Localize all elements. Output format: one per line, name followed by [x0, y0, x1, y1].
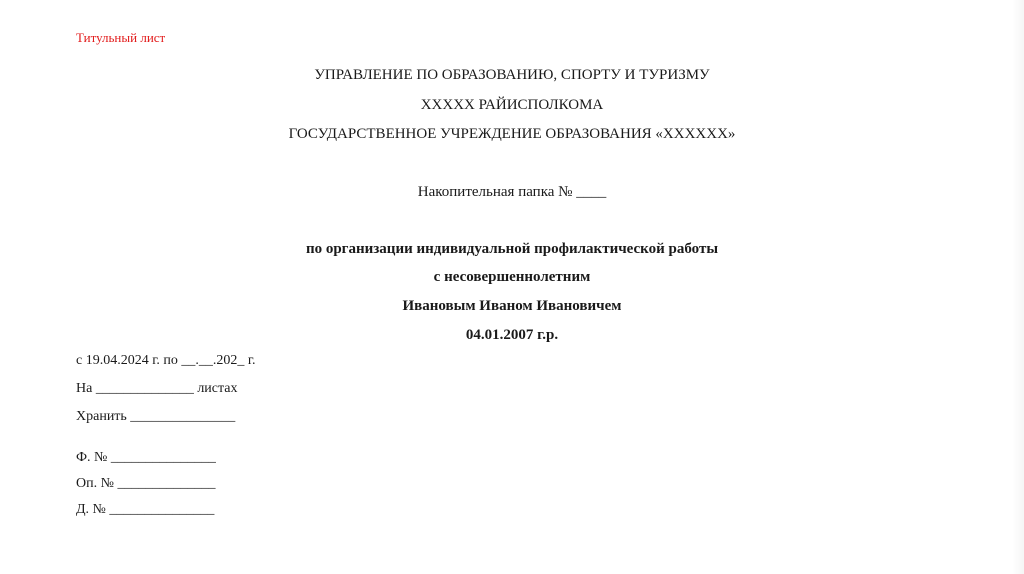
inventory-line: Оп. № ______________ [76, 476, 216, 491]
page-label: Титульный лист [76, 30, 166, 45]
header-line-2: ХХХХХ РАЙИСПОЛКОМА [420, 97, 604, 113]
subject-line-1: по организации индивидуальной профилактической работы [305, 241, 719, 257]
period-line: с 19.04.2024 г. по __.__.202_ г. [76, 353, 256, 368]
sheets-line: На ______________ листах [76, 381, 238, 396]
subject-name: Ивановым Иваном Ивановичем [402, 298, 622, 314]
subject-line-2: с несовершеннолетним [433, 269, 591, 285]
storage-line: Хранить _______________ [76, 409, 236, 424]
page-edge-shadow [1012, 0, 1024, 574]
header-line-3: ГОСУДАРСТВЕННОЕ УЧРЕЖДЕНИЕ ОБРАЗОВАНИЯ «ХХХХХХ» [288, 126, 736, 142]
fund-line: Ф. № _______________ [76, 450, 216, 465]
case-line: Д. № _______________ [76, 502, 215, 517]
subject-birthdate: 04.01.2007 г.р. [465, 327, 559, 343]
header-line-1: УПРАВЛЕНИЕ ПО ОБРАЗОВАНИЮ, СПОРТУ И ТУРИЗМУ [314, 67, 710, 83]
folder-title: Накопительная папка № ____ [417, 184, 607, 200]
